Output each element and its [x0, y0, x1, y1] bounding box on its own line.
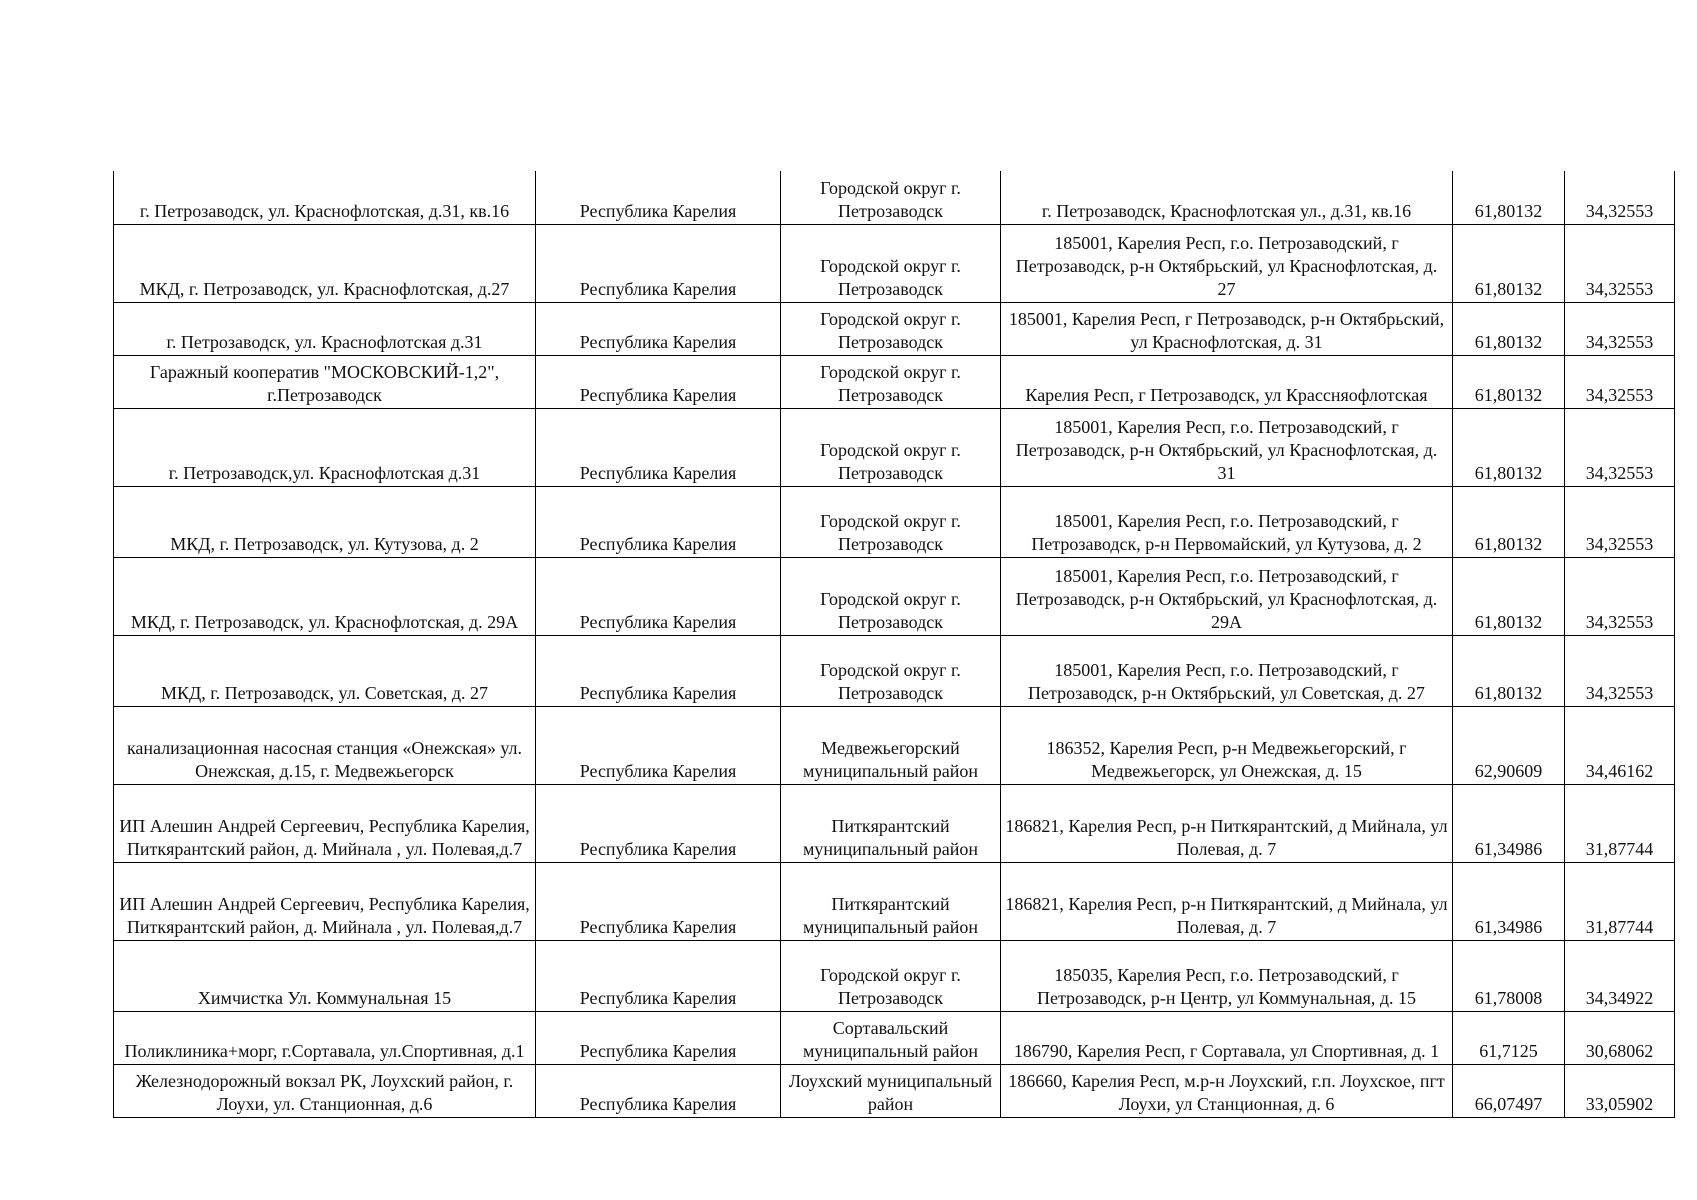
region-cell: Республика Карелия: [536, 784, 781, 862]
municipality-cell: Городской округ г. Петрозаводск: [781, 940, 1001, 1011]
longitude-cell: 34,34922: [1565, 940, 1675, 1011]
longitude-cell: 34,32553: [1565, 635, 1675, 706]
longitude-cell: 30,68062: [1565, 1011, 1675, 1064]
longitude-cell: 31,87744: [1565, 862, 1675, 940]
latitude-cell: 61,80132: [1453, 557, 1565, 635]
latitude-cell: 61,80132: [1453, 635, 1565, 706]
municipality-cell: Городской округ г. Петрозаводск: [781, 557, 1001, 635]
table-row: [114, 1011, 1675, 1064]
municipality-cell: Городской округ г. Петрозаводск: [781, 408, 1001, 486]
latitude-cell: 61,34986: [1453, 784, 1565, 862]
table-row: [114, 1064, 1675, 1117]
municipality-cell: Городской округ г. Петрозаводск: [781, 355, 1001, 408]
longitude-cell: 34,32553: [1565, 355, 1675, 408]
longitude-cell: 33,05902: [1565, 1064, 1675, 1117]
address-cell: 185001, Карелия Респ, г.о. Петрозаводский, г Петрозаводск, р-н Октябрьский, ул Краснофлотская, д. 31: [1001, 408, 1453, 486]
place-name-cell: Поликлиника+морг, г.Сортавала, ул.Спортивная, д.1: [114, 1011, 536, 1064]
address-cell: 186790, Карелия Респ, г Сортавала, ул Спортивная, д. 1: [1001, 1011, 1453, 1064]
longitude-cell: 34,32553: [1565, 302, 1675, 355]
longitude-cell: 34,32553: [1565, 408, 1675, 486]
municipality-cell: Городской округ г. Петрозаводск: [781, 486, 1001, 557]
municipality-cell: Медвежьегорский муниципальный район: [781, 706, 1001, 784]
municipality-cell: Городской округ г. Петрозаводск: [781, 224, 1001, 302]
table-row: [114, 355, 1675, 408]
municipality-cell: Сортавальский муниципальный район: [781, 1011, 1001, 1064]
municipality-cell: Лоухский муниципальный район: [781, 1064, 1001, 1117]
table-row: [114, 302, 1675, 355]
table-row: [114, 784, 1675, 862]
region-cell: Республика Карелия: [536, 557, 781, 635]
region-cell: Республика Карелия: [536, 224, 781, 302]
longitude-cell: 31,87744: [1565, 784, 1675, 862]
region-cell: Республика Карелия: [536, 302, 781, 355]
region-cell: Республика Карелия: [536, 408, 781, 486]
latitude-cell: 61,7125: [1453, 1011, 1565, 1064]
place-name-cell: МКД, г. Петрозаводск, ул. Краснофлотская, д.27: [114, 224, 536, 302]
region-cell: Республика Карелия: [536, 635, 781, 706]
address-cell: 185001, Карелия Респ, г.о. Петрозаводский, г Петрозаводск, р-н Октябрьский, ул Краснофлотская, д. 29А: [1001, 557, 1453, 635]
region-cell: Республика Карелия: [536, 486, 781, 557]
table-row: [114, 486, 1675, 557]
address-cell: 186821, Карелия Респ, р-н Питкярантский, д Мийнала, ул Полевая, д. 7: [1001, 784, 1453, 862]
region-cell: Республика Карелия: [536, 862, 781, 940]
table-row: [114, 224, 1675, 302]
latitude-cell: 61,80132: [1453, 302, 1565, 355]
data-table: [113, 171, 1675, 1118]
place-name-cell: Железнодорожный вокзал РК, Лоухский район, г. Лоухи, ул. Станционная, д.6: [114, 1064, 536, 1117]
address-cell: Карелия Респ, г Петрозаводск, ул Крассняофлотская: [1001, 355, 1453, 408]
address-cell: 185035, Карелия Респ, г.о. Петрозаводский, г Петрозаводск, р-н Центр, ул Коммунальная, д. 15: [1001, 940, 1453, 1011]
place-name-cell: Химчистка Ул. Коммунальная 15: [114, 940, 536, 1011]
latitude-cell: 66,07497: [1453, 1064, 1565, 1117]
address-cell: 185001, Карелия Респ, г Петрозаводск, р-н Октябрьский, ул Краснофлотская, д. 31: [1001, 302, 1453, 355]
latitude-cell: 61,80132: [1453, 224, 1565, 302]
municipality-cell: Городской округ г. Петрозаводск: [781, 635, 1001, 706]
latitude-cell: 61,34986: [1453, 862, 1565, 940]
municipality-cell: Городской округ г. Петрозаводск: [781, 171, 1001, 224]
latitude-cell: 61,80132: [1453, 486, 1565, 557]
address-cell: г. Петрозаводск, Краснофлотская ул., д.31, кв.16: [1001, 171, 1453, 224]
table-row: [114, 171, 1675, 224]
latitude-cell: 62,90609: [1453, 706, 1565, 784]
table-row: [114, 557, 1675, 635]
municipality-cell: Питкярантский муниципальный район: [781, 862, 1001, 940]
table-row: [114, 940, 1675, 1011]
longitude-cell: 34,46162: [1565, 706, 1675, 784]
address-cell: 186660, Карелия Респ, м.р-н Лоухский, г.п. Лоухское, пгт Лоухи, ул Станционная, д. 6: [1001, 1064, 1453, 1117]
region-cell: Республика Карелия: [536, 1064, 781, 1117]
longitude-cell: 34,32553: [1565, 171, 1675, 224]
place-name-cell: Гаражный кооператив "МОСКОВСКИЙ-1,2", г.Петрозаводск: [114, 355, 536, 408]
longitude-cell: 34,32553: [1565, 224, 1675, 302]
address-cell: 186352, Карелия Респ, р-н Медвежьегорский, г Медвежьегорск, ул Онежская, д. 15: [1001, 706, 1453, 784]
municipality-cell: Городской округ г. Петрозаводск: [781, 302, 1001, 355]
latitude-cell: 61,78008: [1453, 940, 1565, 1011]
latitude-cell: 61,80132: [1453, 408, 1565, 486]
address-cell: 186821, Карелия Респ, р-н Питкярантский, д Мийнала, ул Полевая, д. 7: [1001, 862, 1453, 940]
address-cell: 185001, Карелия Респ, г.о. Петрозаводский, г Петрозаводск, р-н Октябрьский, ул Советская, д. 27: [1001, 635, 1453, 706]
municipality-cell: Питкярантский муниципальный район: [781, 784, 1001, 862]
place-name-cell: ИП Алешин Андрей Сергеевич, Республика Карелия, Питкярантский район, д. Мийнала , ул. Полевая,д.7: [114, 784, 536, 862]
table-row: [114, 706, 1675, 784]
place-name-cell: МКД, г. Петрозаводск, ул. Советская, д. 27: [114, 635, 536, 706]
table-row: [114, 408, 1675, 486]
place-name-cell: г. Петрозаводск, ул. Краснофлотская, д.31, кв.16: [114, 171, 536, 224]
region-cell: Республика Карелия: [536, 940, 781, 1011]
address-cell: 185001, Карелия Респ, г.о. Петрозаводский, г Петрозаводск, р-н Первомайский, ул Кутузова, д. 2: [1001, 486, 1453, 557]
region-cell: Республика Карелия: [536, 1011, 781, 1064]
place-name-cell: ИП Алешин Андрей Сергеевич, Республика Карелия, Питкярантский район, д. Мийнала , ул. Полевая,д.7: [114, 862, 536, 940]
place-name-cell: г. Петрозаводск, ул. Краснофлотская д.31: [114, 302, 536, 355]
region-cell: Республика Карелия: [536, 355, 781, 408]
longitude-cell: 34,32553: [1565, 557, 1675, 635]
address-cell: 185001, Карелия Респ, г.о. Петрозаводский, г Петрозаводск, р-н Октябрьский, ул Краснофлотская, д. 27: [1001, 224, 1453, 302]
region-cell: Республика Карелия: [536, 171, 781, 224]
table-row: [114, 862, 1675, 940]
longitude-cell: 34,32553: [1565, 486, 1675, 557]
place-name-cell: МКД, г. Петрозаводск, ул. Кутузова, д. 2: [114, 486, 536, 557]
latitude-cell: 61,80132: [1453, 355, 1565, 408]
region-cell: Республика Карелия: [536, 706, 781, 784]
place-name-cell: канализационная насосная станция «Онежская» ул. Онежская, д.15, г. Медвежьегорск: [114, 706, 536, 784]
place-name-cell: г. Петрозаводск,ул. Краснофлотская д.31: [114, 408, 536, 486]
table-row: [114, 635, 1675, 706]
latitude-cell: 61,80132: [1453, 171, 1565, 224]
place-name-cell: МКД, г. Петрозаводск, ул. Краснофлотская, д. 29А: [114, 557, 536, 635]
